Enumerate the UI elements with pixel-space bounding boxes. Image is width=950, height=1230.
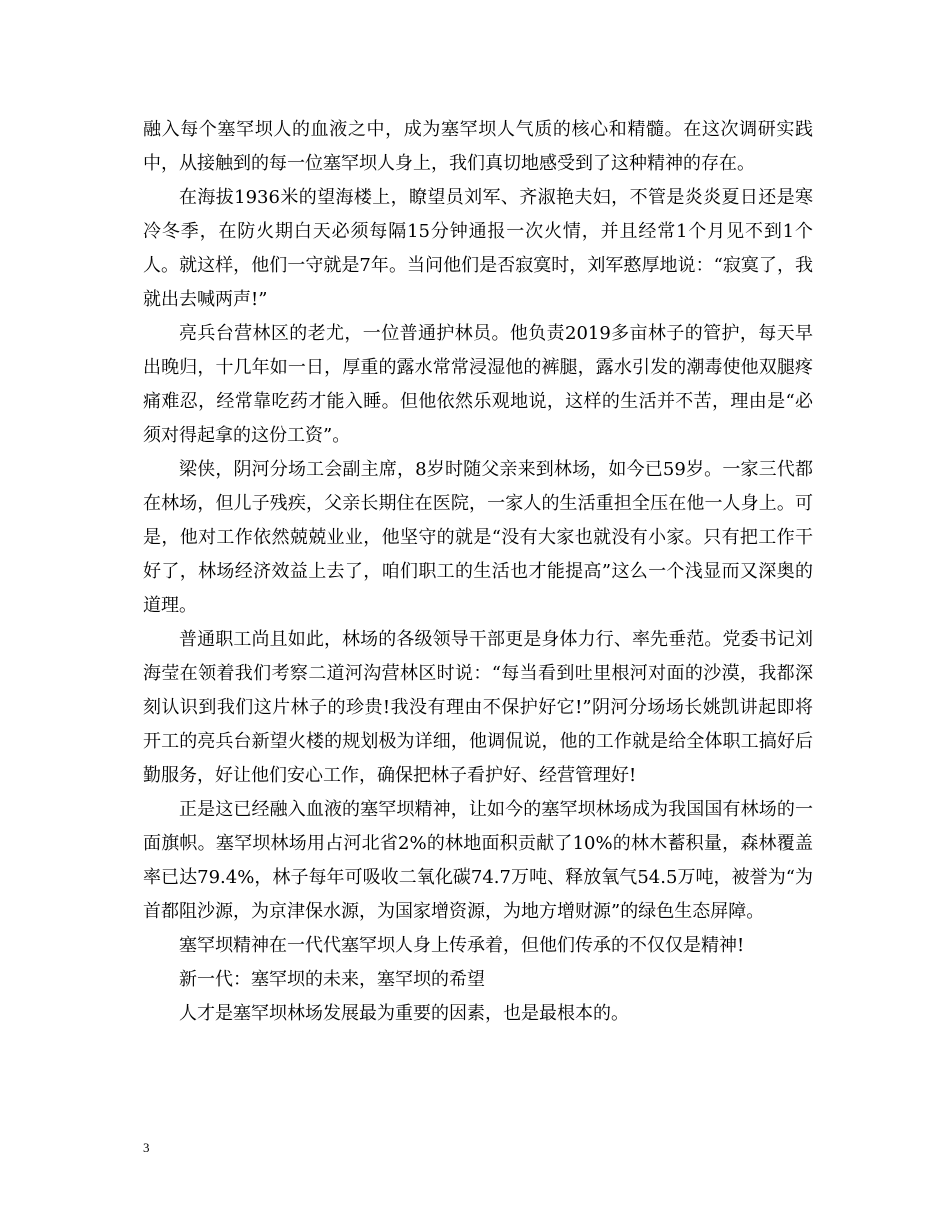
- paragraph-1: 融入每个塞罕坝人的血液之中，成为塞罕坝人气质的核心和精髓。在这次调研实践中，从接触到的每一位塞罕坝人身上，我们真切地感受到了这种精神的存在。: [143, 119, 813, 174]
- paragraph-4: 梁侠，阴河分场工会副主席，8岁时随父亲来到林场，如今已59岁。一家三代都在林场，但儿子残疾，父亲长期住在医院，一家人的生活重担全压在他一人身上。可是，他对工作依然兢兢业业，他坚守的就是“没有大家也就没有小家。只有把工作干好了，林场经济效益上去了，咱们职工的生活也才能提高”这么一个浅显而又深奥的道理。: [143, 459, 813, 616]
- paragraph-8: 人才是塞罕坝林场发展最为重要的因素，也是最根本的。: [179, 1003, 629, 1024]
- paragraph-7: 塞罕坝精神在一代代塞罕坝人身上传承着，但他们传承的不仅仅是精神!: [179, 935, 745, 956]
- page-number: 3: [143, 1140, 150, 1155]
- section-heading: 新一代：塞罕坝的未来，塞罕坝的希望: [179, 969, 485, 990]
- paragraph-6: 正是这已经融入血液的塞罕坝精神，让如今的塞罕坝林场成为我国国有林场的一面旗帜。塞罕坝林场用占河北省2%的林地面积贡献了10%的林木蓄积量，森林覆盖率已达79.4%，林子每年可吸收二氧化碳74.7万吨、释放氧气54.5万吨，被誉为“为首都阻沙源，为京津保水源，为国家增资源，为地方增财源”的绿色生态屏障。: [143, 799, 813, 922]
- paragraph-2: 在海拔1936米的望海楼上，瞭望员刘军、齐淑艳夫妇，不管是炎炎夏日还是寒冷冬季，在防火期白天必须每隔15分钟通报一次火情，并且经常1个月见不到1个人。就这样，他们一守就是7年。当问他们是否寂寞时，刘军憨厚地说：“寂寞了，我就出去喊两声!”: [143, 187, 813, 310]
- paragraph-3: 亮兵台营林区的老尤，一位普通护林员。他负责2019多亩林子的管护，每天早出晚归，十几年如一日，厚重的露水常常浸湿他的裤腿，露水引发的潮毒使他双腿疼痛难忍，经常靠吃药才能入睡。但他依然乐观地说，这样的生活并不苦，理由是“必须对得起拿的这份工资”。: [143, 323, 813, 446]
- paragraph-5: 普通职工尚且如此，林场的各级领导干部更是身体力行、率先垂范。党委书记刘海莹在领着我们考察二道河沟营林区时说：“每当看到吐里根河对面的沙漠，我都深刻认识到我们这片林子的珍贵!我没有理由不保护好它!”阴河分场场长姚凯讲起即将开工的亮兵台新望火楼的规划极为详细，他调侃说，他的工作就是给全体职工搞好后勤服务，好让他们安心工作，确保把林子看护好、经营管理好!: [143, 629, 813, 786]
- body-text: [143, 113, 813, 1031]
